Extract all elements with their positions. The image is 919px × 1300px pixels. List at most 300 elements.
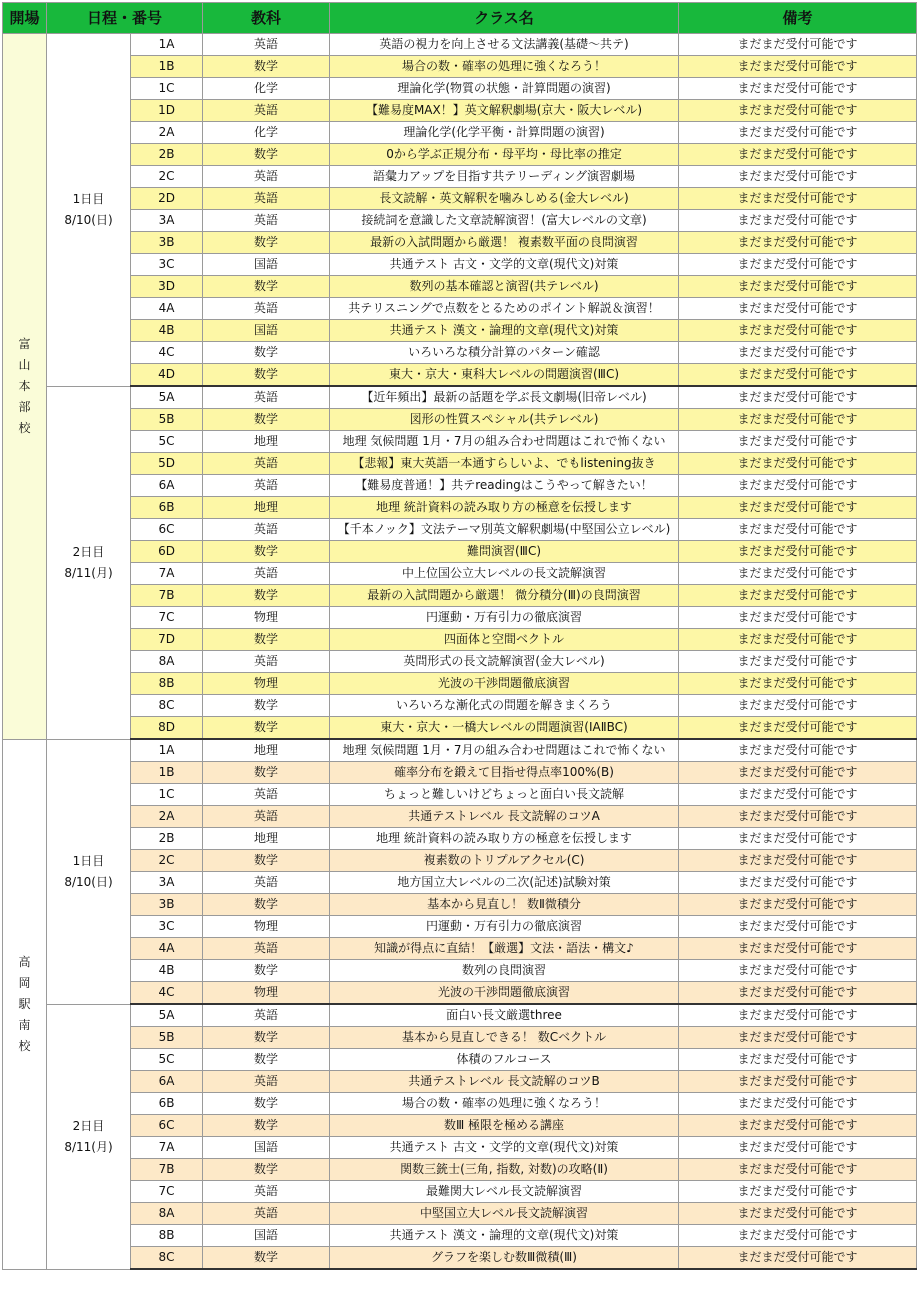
class-number: 8A: [131, 1203, 203, 1225]
class-name: 地理 統計資料の読み取り方の極意を伝授します: [330, 497, 679, 519]
class-subject: 数学: [203, 1093, 330, 1115]
table-row: [3, 916, 917, 938]
class-note: まだまだ受付可能です: [679, 541, 917, 563]
header-class-name: クラス名: [330, 3, 679, 34]
class-number: 7B: [131, 585, 203, 607]
class-number: 4C: [131, 982, 203, 1005]
class-name: 場合の数・確率の処理に強くなろう！: [330, 56, 679, 78]
class-note: まだまだ受付可能です: [679, 784, 917, 806]
class-note: まだまだ受付可能です: [679, 1137, 917, 1159]
class-subject: 英語: [203, 188, 330, 210]
class-subject: 英語: [203, 475, 330, 497]
class-subject: 地理: [203, 828, 330, 850]
class-subject: 数学: [203, 695, 330, 717]
class-subject: 数学: [203, 629, 330, 651]
class-note: まだまだ受付可能です: [679, 806, 917, 828]
class-note: まだまだ受付可能です: [679, 872, 917, 894]
class-note: まだまだ受付可能です: [679, 1049, 917, 1071]
class-note: まだまだ受付可能です: [679, 717, 917, 740]
class-note: まだまだ受付可能です: [679, 938, 917, 960]
table-row: [3, 78, 917, 100]
table-row: [3, 100, 917, 122]
header-row: [3, 3, 917, 34]
class-name: 数Ⅲ 極限を極める講座: [330, 1115, 679, 1137]
class-subject: 英語: [203, 34, 330, 56]
table-row: [3, 298, 917, 320]
class-subject: 物理: [203, 916, 330, 938]
class-number: 3B: [131, 894, 203, 916]
class-name: 円運動・万有引力の徹底演習: [330, 916, 679, 938]
header-note: 備考: [679, 3, 917, 34]
table-row: [3, 828, 917, 850]
class-name: 0から学ぶ正規分布・母平均・母比率の推定: [330, 144, 679, 166]
class-number: 5C: [131, 431, 203, 453]
class-subject: 英語: [203, 386, 330, 409]
day-label: 1日目: [72, 191, 105, 206]
class-name: いろいろな漸化式の問題を解きまくろう: [330, 695, 679, 717]
table-row: [3, 607, 917, 629]
table-row: [3, 894, 917, 916]
table-row: [3, 56, 917, 78]
table-row: [3, 320, 917, 342]
class-note: まだまだ受付可能です: [679, 1225, 917, 1247]
table-row: [3, 210, 917, 232]
class-number: 7C: [131, 607, 203, 629]
class-name: グラフを楽しむ数Ⅲ微積(Ⅲ): [330, 1247, 679, 1270]
table-row: [3, 695, 917, 717]
table-row: [3, 254, 917, 276]
table-row: [3, 342, 917, 364]
class-subject: 数学: [203, 894, 330, 916]
class-name: 長文読解・英文解釈を噛みしめる(金大レベル): [330, 188, 679, 210]
class-subject: 化学: [203, 122, 330, 144]
class-subject: 数学: [203, 342, 330, 364]
class-number: 4B: [131, 960, 203, 982]
table-row: [3, 585, 917, 607]
table-row: [3, 1159, 917, 1181]
class-subject: 地理: [203, 739, 330, 762]
class-number: 2C: [131, 166, 203, 188]
class-number: 7A: [131, 563, 203, 585]
day-label: 2日目: [72, 1118, 105, 1133]
class-name: 知識が得点に直結！【厳選】文法・語法・構文♪: [330, 938, 679, 960]
class-number: 5C: [131, 1049, 203, 1071]
table-row: [3, 1225, 917, 1247]
day-cell: [47, 1004, 131, 1269]
table-row: [3, 188, 917, 210]
class-number: 1C: [131, 78, 203, 100]
class-subject: 数学: [203, 541, 330, 563]
table-row: [3, 938, 917, 960]
class-note: まだまだ受付可能です: [679, 850, 917, 872]
table-row: [3, 872, 917, 894]
day-label: 2日目: [72, 544, 105, 559]
table-row: [3, 651, 917, 673]
day-date: 8/10(日): [64, 212, 113, 227]
class-note: まだまだ受付可能です: [679, 519, 917, 541]
class-name: 地理 統計資料の読み取り方の極意を伝授します: [330, 828, 679, 850]
class-note: まだまだ受付可能です: [679, 1181, 917, 1203]
class-subject: 数学: [203, 409, 330, 431]
day-date: 8/10(日): [64, 874, 113, 889]
class-subject: 物理: [203, 607, 330, 629]
class-name: 理論化学(物質の状態・計算問題の演習): [330, 78, 679, 100]
class-name: 英語の視力を向上させる文法講義(基礎～共テ): [330, 34, 679, 56]
class-name: 光波の干渉問題徹底演習: [330, 982, 679, 1005]
table-row: [3, 386, 917, 409]
class-name: 基本から見直し！ 数Ⅱ微積分: [330, 894, 679, 916]
class-number: 8C: [131, 695, 203, 717]
class-number: 3A: [131, 872, 203, 894]
table-row: [3, 1181, 917, 1203]
class-note: まだまだ受付可能です: [679, 254, 917, 276]
class-note: まだまだ受付可能です: [679, 1071, 917, 1093]
class-number: 1C: [131, 784, 203, 806]
class-number: 5B: [131, 1027, 203, 1049]
class-subject: 英語: [203, 100, 330, 122]
class-note: まだまだ受付可能です: [679, 607, 917, 629]
table-row: [3, 453, 917, 475]
table-row: [3, 739, 917, 762]
table-row: [3, 541, 917, 563]
class-name: 【悲報】東大英語一本通すらしいよ、でもlistening抜き: [330, 453, 679, 475]
table-row: [3, 806, 917, 828]
class-name: 共通テスト 漢文・論理的文章(現代文)対策: [330, 320, 679, 342]
class-number: 3A: [131, 210, 203, 232]
class-name: 複素数のトリプルアクセル(C): [330, 850, 679, 872]
table-row: [3, 629, 917, 651]
class-name: 語彙力アップを目指す共テリーディング演習劇場: [330, 166, 679, 188]
class-name: 共通テストレベル 長文読解のコツA: [330, 806, 679, 828]
class-name: 共通テスト 古文・文学的文章(現代文)対策: [330, 254, 679, 276]
table-row: [3, 144, 917, 166]
class-note: まだまだ受付可能です: [679, 276, 917, 298]
table-row: [3, 982, 917, 1005]
class-name: ちょっと難しいけどちょっと面白い長文読解: [330, 784, 679, 806]
class-subject: 物理: [203, 982, 330, 1005]
class-subject: 国語: [203, 1137, 330, 1159]
class-number: 5B: [131, 409, 203, 431]
class-number: 2C: [131, 850, 203, 872]
table-row: [3, 475, 917, 497]
header-subject: 教科: [203, 3, 330, 34]
class-subject: 数学: [203, 717, 330, 740]
class-subject: 地理: [203, 431, 330, 453]
class-note: まだまだ受付可能です: [679, 409, 917, 431]
class-subject: 数学: [203, 232, 330, 254]
class-subject: 地理: [203, 497, 330, 519]
table-row: [3, 784, 917, 806]
class-note: まだまだ受付可能です: [679, 828, 917, 850]
table-row: [3, 1247, 917, 1270]
class-subject: 数学: [203, 276, 330, 298]
class-subject: 国語: [203, 320, 330, 342]
class-subject: 英語: [203, 784, 330, 806]
class-name: 関数三銃士(三角, 指数, 対数)の攻略(Ⅱ): [330, 1159, 679, 1181]
day-cell: [47, 386, 131, 739]
class-subject: 数学: [203, 1027, 330, 1049]
class-name: 面白い長文厳選three: [330, 1004, 679, 1027]
class-note: まだまだ受付可能です: [679, 166, 917, 188]
table-row: [3, 960, 917, 982]
class-number: 4A: [131, 298, 203, 320]
class-note: まだまだ受付可能です: [679, 122, 917, 144]
day-date: 8/11(月): [64, 565, 113, 580]
class-note: まだまだ受付可能です: [679, 739, 917, 762]
class-note: まだまだ受付可能です: [679, 762, 917, 784]
class-note: まだまだ受付可能です: [679, 453, 917, 475]
venue-name: [3, 739, 47, 1269]
class-subject: 数学: [203, 1159, 330, 1181]
table-row: [3, 431, 917, 453]
class-subject: 英語: [203, 1004, 330, 1027]
class-note: まだまだ受付可能です: [679, 673, 917, 695]
class-subject: 英語: [203, 298, 330, 320]
class-subject: 数学: [203, 762, 330, 784]
class-note: まだまだ受付可能です: [679, 1203, 917, 1225]
class-number: 6C: [131, 1115, 203, 1137]
class-name: 難問演習(ⅢC): [330, 541, 679, 563]
class-note: まだまだ受付可能です: [679, 629, 917, 651]
class-name: 基本から見直しできる！ 数Cベクトル: [330, 1027, 679, 1049]
class-name: 共通テストレベル 長文読解のコツB: [330, 1071, 679, 1093]
class-name: 数列の基本確認と演習(共テレベル): [330, 276, 679, 298]
day-date: 8/11(月): [64, 1139, 113, 1154]
class-subject: 数学: [203, 960, 330, 982]
table-row: [3, 563, 917, 585]
class-name: 円運動・万有引力の徹底演習: [330, 607, 679, 629]
header-schedule: 日程・番号: [47, 3, 203, 34]
class-note: まだまだ受付可能です: [679, 56, 917, 78]
class-number: 5A: [131, 386, 203, 409]
table-row: [3, 166, 917, 188]
class-note: まだまだ受付可能です: [679, 1115, 917, 1137]
class-number: 3B: [131, 232, 203, 254]
class-note: まだまだ受付可能です: [679, 475, 917, 497]
class-subject: 数学: [203, 850, 330, 872]
class-number: 2A: [131, 122, 203, 144]
class-number: 6B: [131, 1093, 203, 1115]
class-number: 4D: [131, 364, 203, 387]
class-number: 4A: [131, 938, 203, 960]
class-subject: 英語: [203, 651, 330, 673]
table-row: [3, 673, 917, 695]
class-note: まだまだ受付可能です: [679, 1027, 917, 1049]
class-name: 共通テスト 古文・文学的文章(現代文)対策: [330, 1137, 679, 1159]
class-note: まだまだ受付可能です: [679, 188, 917, 210]
class-name: 接続詞を意識した文章読解演習！(富大レベルの文章): [330, 210, 679, 232]
class-number: 8D: [131, 717, 203, 740]
class-subject: 数学: [203, 1115, 330, 1137]
class-name: 図形の性質スペシャル(共テレベル): [330, 409, 679, 431]
day-cell: [47, 739, 131, 1004]
class-note: まだまだ受付可能です: [679, 563, 917, 585]
class-name: 【千本ノック】文法テーマ別英文解釈劇場(中堅国公立レベル): [330, 519, 679, 541]
class-subject: 英語: [203, 938, 330, 960]
venue-label: 富山本部校: [18, 336, 31, 435]
day-label: 1日目: [72, 853, 105, 868]
class-number: 4C: [131, 342, 203, 364]
class-note: まだまだ受付可能です: [679, 364, 917, 387]
table-row: [3, 1049, 917, 1071]
table-row: [3, 1093, 917, 1115]
schedule-sheet: [2, 2, 916, 1270]
class-name: 光波の干渉問題徹底演習: [330, 673, 679, 695]
class-note: まだまだ受付可能です: [679, 497, 917, 519]
class-note: まだまだ受付可能です: [679, 320, 917, 342]
class-number: 6A: [131, 475, 203, 497]
class-note: まだまだ受付可能です: [679, 894, 917, 916]
class-number: 3C: [131, 254, 203, 276]
table-row: [3, 1203, 917, 1225]
class-subject: 英語: [203, 453, 330, 475]
class-note: まだまだ受付可能です: [679, 386, 917, 409]
class-name: 東大・京大・一橋大レベルの問題演習(ⅠAⅡBC): [330, 717, 679, 740]
class-schedule-table: [2, 2, 917, 1270]
class-name: 地理 気候問題 1月・7月の組み合わせ問題はこれで怖くない: [330, 739, 679, 762]
class-note: まだまだ受付可能です: [679, 982, 917, 1005]
class-name: 【近年頻出】最新の話題を学ぶ長文劇場(旧帝レベル): [330, 386, 679, 409]
schedule-body: [3, 34, 917, 1270]
table-row: [3, 1027, 917, 1049]
class-name: 共テリスニングで点数をとるためのポイント解説＆演習！: [330, 298, 679, 320]
class-note: まだまだ受付可能です: [679, 960, 917, 982]
table-row: [3, 276, 917, 298]
table-row: [3, 1004, 917, 1027]
day-cell: [47, 34, 131, 387]
class-subject: 化学: [203, 78, 330, 100]
class-subject: 数学: [203, 364, 330, 387]
class-note: まだまだ受付可能です: [679, 34, 917, 56]
class-note: まだまだ受付可能です: [679, 342, 917, 364]
class-number: 6B: [131, 497, 203, 519]
class-name: 【難易度MAX！】英文解釈劇場(京大・阪大レベル): [330, 100, 679, 122]
class-name: 数列の良問演習: [330, 960, 679, 982]
table-row: [3, 364, 917, 387]
class-name: 【難易度普通！】共テreadingはこうやって解きたい！: [330, 475, 679, 497]
class-note: まだまだ受付可能です: [679, 232, 917, 254]
class-number: 2A: [131, 806, 203, 828]
class-note: まだまだ受付可能です: [679, 695, 917, 717]
table-row: [3, 497, 917, 519]
class-note: まだまだ受付可能です: [679, 210, 917, 232]
class-subject: 英語: [203, 563, 330, 585]
class-subject: 数学: [203, 144, 330, 166]
class-name: 地方国立大レベルの二次(記述)試験対策: [330, 872, 679, 894]
class-note: まだまだ受付可能です: [679, 78, 917, 100]
class-note: まだまだ受付可能です: [679, 431, 917, 453]
table-row: [3, 122, 917, 144]
class-name: 場合の数・確率の処理に強くなろう！: [330, 1093, 679, 1115]
class-name: 最難関大レベル長文読解演習: [330, 1181, 679, 1203]
class-note: まだまだ受付可能です: [679, 1159, 917, 1181]
class-number: 2D: [131, 188, 203, 210]
class-name: 英問形式の長文読解演習(金大レベル): [330, 651, 679, 673]
class-subject: 英語: [203, 519, 330, 541]
class-name: 四面体と空間ベクトル: [330, 629, 679, 651]
class-number: 1A: [131, 34, 203, 56]
class-note: まだまだ受付可能です: [679, 1093, 917, 1115]
class-subject: 英語: [203, 210, 330, 232]
class-number: 7A: [131, 1137, 203, 1159]
class-number: 1D: [131, 100, 203, 122]
class-note: まだまだ受付可能です: [679, 1004, 917, 1027]
class-number: 4B: [131, 320, 203, 342]
class-number: 1B: [131, 762, 203, 784]
venue-name: [3, 34, 47, 740]
class-number: 5D: [131, 453, 203, 475]
table-row: [3, 519, 917, 541]
class-number: 2B: [131, 144, 203, 166]
header-venue: 開場: [3, 3, 47, 34]
class-number: 6C: [131, 519, 203, 541]
class-subject: 国語: [203, 1225, 330, 1247]
table-row: [3, 762, 917, 784]
class-subject: 物理: [203, 673, 330, 695]
class-number: 3D: [131, 276, 203, 298]
class-number: 1B: [131, 56, 203, 78]
table-row: [3, 232, 917, 254]
class-note: まだまだ受付可能です: [679, 651, 917, 673]
class-number: 1A: [131, 739, 203, 762]
class-name: 理論化学(化学平衡・計算問題の演習): [330, 122, 679, 144]
class-name: 共通テスト 漢文・論理的文章(現代文)対策: [330, 1225, 679, 1247]
class-number: 8A: [131, 651, 203, 673]
class-subject: 国語: [203, 254, 330, 276]
class-note: まだまだ受付可能です: [679, 100, 917, 122]
table-row: [3, 1115, 917, 1137]
class-name: 地理 気候問題 1月・7月の組み合わせ問題はこれで怖くない: [330, 431, 679, 453]
class-number: 8C: [131, 1247, 203, 1270]
class-name: 最新の入試問題から厳選！ 複素数平面の良問演習: [330, 232, 679, 254]
class-name: 確率分布を鍛えて目指せ得点率100%(B): [330, 762, 679, 784]
class-name: 中上位国公立大レベルの長文読解演習: [330, 563, 679, 585]
table-row: [3, 850, 917, 872]
table-row: [3, 1137, 917, 1159]
class-subject: 英語: [203, 166, 330, 188]
class-subject: 英語: [203, 806, 330, 828]
class-name: 東大・京大・東科大レベルの問題演習(ⅢC): [330, 364, 679, 387]
table-row: [3, 717, 917, 740]
venue-label: 高岡駅南校: [18, 954, 31, 1053]
class-number: 6D: [131, 541, 203, 563]
class-note: まだまだ受付可能です: [679, 144, 917, 166]
table-row: [3, 34, 917, 56]
class-number: 2B: [131, 828, 203, 850]
class-note: まだまだ受付可能です: [679, 298, 917, 320]
class-note: まだまだ受付可能です: [679, 1247, 917, 1270]
class-subject: 数学: [203, 56, 330, 78]
class-note: まだまだ受付可能です: [679, 916, 917, 938]
class-number: 7C: [131, 1181, 203, 1203]
class-number: 8B: [131, 1225, 203, 1247]
class-number: 8B: [131, 673, 203, 695]
class-number: 7D: [131, 629, 203, 651]
class-name: 体積のフルコース: [330, 1049, 679, 1071]
class-subject: 数学: [203, 1247, 330, 1270]
class-number: 7B: [131, 1159, 203, 1181]
class-subject: 英語: [203, 1203, 330, 1225]
class-subject: 英語: [203, 1181, 330, 1203]
table-row: [3, 409, 917, 431]
class-subject: 数学: [203, 585, 330, 607]
class-name: 最新の入試問題から厳選！ 微分積分(Ⅲ)の良問演習: [330, 585, 679, 607]
table-row: [3, 1071, 917, 1093]
class-number: 3C: [131, 916, 203, 938]
class-name: いろいろな積分計算のパターン確認: [330, 342, 679, 364]
class-name: 中堅国立大レベル長文読解演習: [330, 1203, 679, 1225]
class-subject: 英語: [203, 872, 330, 894]
